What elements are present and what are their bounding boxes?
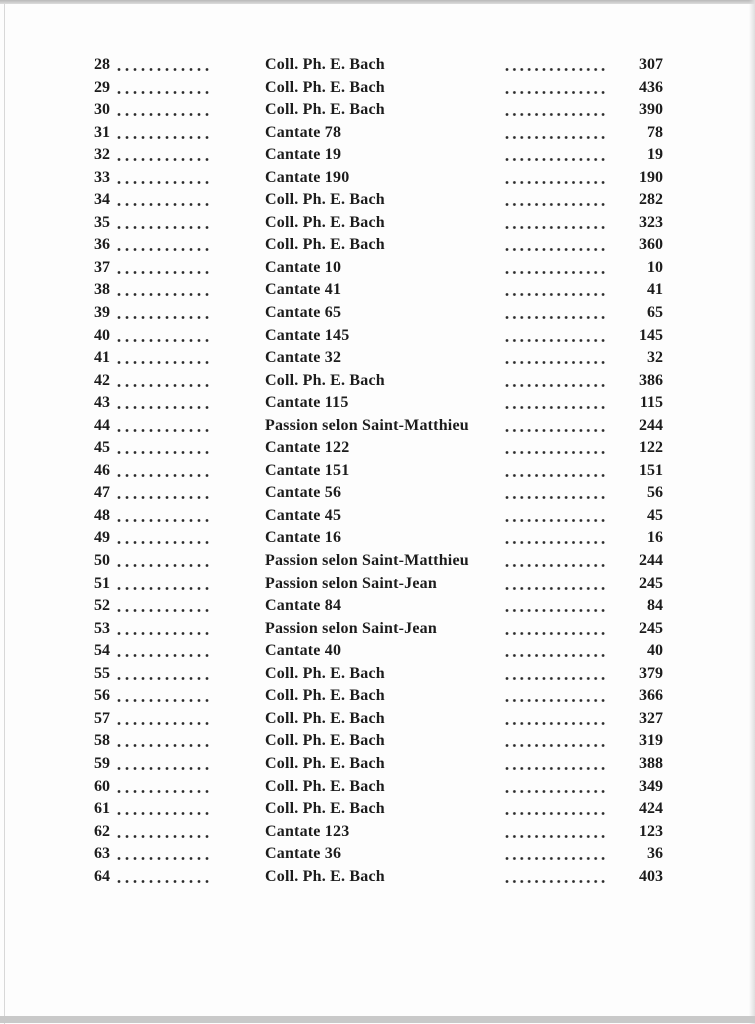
toc-row: [0, 730, 755, 753]
entry-title: Coll. Ph. E. Bach: [265, 371, 385, 389]
dot-leader: [117, 144, 211, 167]
entry-number: 61: [94, 800, 110, 818]
entry-page-number: 78: [647, 123, 663, 141]
dot-leader: [117, 573, 211, 596]
toc-row: [0, 234, 755, 257]
entry-page-number: 16: [647, 529, 663, 547]
dot-leader: [117, 640, 211, 663]
entry-page-number: 19: [647, 146, 663, 164]
dot-leader: [117, 685, 211, 708]
dot-leader: [117, 302, 211, 325]
toc-row: [0, 144, 755, 167]
dot-leader: [505, 99, 608, 122]
entry-page-number: 366: [639, 687, 663, 705]
entry-number: 57: [94, 709, 110, 727]
dot-leader: [505, 325, 608, 348]
toc-row: [0, 821, 755, 844]
dot-leader: [117, 279, 211, 302]
entry-number: 64: [94, 867, 110, 885]
toc-row: [0, 753, 755, 776]
toc-row: [0, 663, 755, 686]
toc-row: [0, 618, 755, 641]
dot-leader: [117, 167, 211, 190]
entry-page-number: 360: [639, 236, 663, 254]
entry-page-number: 45: [647, 506, 663, 524]
entry-number: 30: [94, 101, 110, 119]
entry-number: 52: [94, 597, 110, 615]
entry-title: Coll. Ph. E. Bach: [265, 732, 385, 750]
entry-page-number: 323: [639, 213, 663, 231]
entry-number: 31: [94, 123, 110, 141]
toc-row: [0, 640, 755, 663]
entry-title: Cantate 19: [265, 146, 342, 164]
toc-row: [0, 573, 755, 596]
dot-leader: [117, 550, 211, 573]
entry-title: Coll. Ph. E. Bach: [265, 687, 385, 705]
entry-title: Coll. Ph. E. Bach: [265, 56, 385, 73]
dot-leader: [505, 437, 608, 460]
entry-page-number: 379: [639, 664, 663, 682]
dot-leader: [505, 302, 608, 325]
dot-leader: [505, 730, 608, 753]
toc-row: [0, 347, 755, 370]
entry-page-number: 436: [639, 78, 663, 96]
toc-row: [0, 415, 755, 438]
toc-row: [0, 505, 755, 528]
dot-leader: [117, 325, 211, 348]
dot-leader: [505, 54, 608, 77]
toc-row: [0, 167, 755, 190]
entry-page-number: 65: [647, 304, 663, 322]
dot-leader: [505, 550, 608, 573]
entry-title: Coll. Ph. E. Bach: [265, 777, 385, 795]
dot-leader: [505, 798, 608, 821]
entry-page-number: 10: [647, 258, 663, 276]
dot-leader: [505, 595, 608, 618]
dot-leader: [117, 866, 211, 889]
entry-title: Coll. Ph. E. Bach: [265, 867, 385, 885]
entry-title: Cantate 123: [265, 822, 350, 840]
toc-row: [0, 550, 755, 573]
dot-leader: [505, 460, 608, 483]
entry-number: 59: [94, 754, 110, 772]
dot-leader: [505, 866, 608, 889]
dot-leader: [505, 347, 608, 370]
entry-page-number: 403: [639, 867, 663, 885]
entry-title: Cantate 122: [265, 439, 350, 457]
dot-leader: [505, 370, 608, 393]
entry-number: 29: [94, 78, 110, 96]
entry-number: 54: [94, 642, 110, 660]
dot-leader: [505, 685, 608, 708]
entry-page-number: 40: [647, 642, 663, 660]
entry-page-number: 388: [639, 754, 663, 772]
dot-leader: [117, 595, 211, 618]
entry-title: Coll. Ph. E. Bach: [265, 709, 385, 727]
dot-leader: [117, 189, 211, 212]
entry-title: Cantate 151: [265, 461, 350, 479]
entry-number: 53: [94, 619, 110, 637]
dot-leader: [117, 54, 211, 77]
entry-page-number: 84: [647, 597, 663, 615]
entry-title: Cantate 78: [265, 123, 342, 141]
dot-leader: [117, 212, 211, 235]
entry-title: Cantate 115: [265, 394, 349, 412]
entry-number: 60: [94, 777, 110, 795]
toc-row: [0, 482, 755, 505]
entry-title: Cantate 10: [265, 258, 342, 276]
dot-leader: [505, 753, 608, 776]
dot-leader: [117, 77, 211, 100]
entry-number: 63: [94, 845, 110, 863]
toc-row: [0, 685, 755, 708]
entry-page-number: 319: [639, 732, 663, 750]
entry-number: 43: [94, 394, 110, 412]
toc-row: [0, 122, 755, 145]
entry-number: 62: [94, 822, 110, 840]
entry-number: 40: [94, 326, 110, 344]
dot-leader: [505, 144, 608, 167]
entry-title: Coll. Ph. E. Bach: [265, 101, 385, 119]
entry-number: 51: [94, 574, 110, 592]
toc-row: [0, 708, 755, 731]
entry-title: Passion selon Saint-Matthieu: [265, 552, 469, 570]
entry-page-number: 349: [639, 777, 663, 795]
dot-leader: [505, 234, 608, 257]
dot-leader: [117, 99, 211, 122]
dot-leader: [117, 437, 211, 460]
toc-row: [0, 212, 755, 235]
entry-title: Passion selon Saint-Jean: [265, 574, 437, 592]
entry-page-number: 282: [639, 191, 663, 209]
entry-title: Cantate 65: [265, 304, 342, 322]
dot-leader: [505, 482, 608, 505]
entry-page-number: 424: [639, 800, 663, 818]
entry-number: 38: [94, 281, 110, 299]
entry-title: Coll. Ph. E. Bach: [265, 236, 385, 254]
entry-number: 39: [94, 304, 110, 322]
entry-page-number: 190: [639, 168, 663, 186]
dot-leader: [117, 415, 211, 438]
entry-title: Cantate 41: [265, 281, 342, 299]
entry-title: Coll. Ph. E. Bach: [265, 800, 385, 818]
toc-row: [0, 843, 755, 866]
entry-number: 32: [94, 146, 110, 164]
toc-row: [0, 866, 755, 889]
toc-row: [0, 54, 755, 77]
entry-number: 56: [94, 687, 110, 705]
toc-list: [0, 54, 755, 888]
entry-title: Cantate 32: [265, 349, 342, 367]
dot-leader: [117, 257, 211, 280]
entry-page-number: 307: [639, 56, 663, 73]
entry-page-number: 244: [639, 552, 663, 570]
entry-title: Passion selon Saint-Jean: [265, 619, 437, 637]
toc-row: [0, 189, 755, 212]
dot-leader: [117, 663, 211, 686]
entry-title: Coll. Ph. E. Bach: [265, 191, 385, 209]
toc-row: [0, 302, 755, 325]
dot-leader: [117, 460, 211, 483]
dot-leader: [117, 798, 211, 821]
entry-title: Cantate 40: [265, 642, 342, 660]
dot-leader: [117, 708, 211, 731]
dot-leader: [505, 821, 608, 844]
entry-number: 34: [94, 191, 110, 209]
toc-row: [0, 279, 755, 302]
dot-leader: [117, 505, 211, 528]
dot-leader: [117, 392, 211, 415]
entry-number: 41: [94, 349, 110, 367]
dot-leader: [505, 708, 608, 731]
toc-row: [0, 460, 755, 483]
entry-title: Cantate 56: [265, 484, 342, 502]
dot-leader: [505, 392, 608, 415]
toc-row: [0, 437, 755, 460]
dot-leader: [505, 77, 608, 100]
entry-number: 47: [94, 484, 110, 502]
entry-page-number: 390: [639, 101, 663, 119]
dot-leader: [117, 234, 211, 257]
dot-leader: [117, 730, 211, 753]
toc-row: [0, 370, 755, 393]
entry-title: Passion selon Saint-Matthieu: [265, 416, 469, 434]
dot-leader: [505, 279, 608, 302]
dot-leader: [505, 573, 608, 596]
dot-leader: [117, 482, 211, 505]
entry-number: 36: [94, 236, 110, 254]
entry-number: 46: [94, 461, 110, 479]
entry-number: 35: [94, 213, 110, 231]
entry-page-number: 123: [639, 822, 663, 840]
dot-leader: [505, 167, 608, 190]
entry-page-number: 245: [639, 619, 663, 637]
entry-title: Cantate 16: [265, 529, 342, 547]
dot-leader: [505, 640, 608, 663]
entry-page-number: 386: [639, 371, 663, 389]
toc-row: [0, 392, 755, 415]
entry-number: 45: [94, 439, 110, 457]
entry-page-number: 36: [647, 845, 663, 863]
entry-number: 28: [94, 56, 110, 73]
entry-number: 44: [94, 416, 110, 434]
dot-leader: [117, 347, 211, 370]
dot-leader: [505, 527, 608, 550]
entry-page-number: 151: [639, 461, 663, 479]
dot-leader: [505, 843, 608, 866]
dot-leader: [505, 189, 608, 212]
entry-page-number: 244: [639, 416, 663, 434]
entry-title: Coll. Ph. E. Bach: [265, 754, 385, 772]
entry-page-number: 32: [647, 349, 663, 367]
toc-row: [0, 527, 755, 550]
entry-title: Cantate 84: [265, 597, 342, 615]
toc-row: [0, 776, 755, 799]
entry-page-number: 122: [639, 439, 663, 457]
entry-number: 58: [94, 732, 110, 750]
dot-leader: [117, 843, 211, 866]
entry-number: 49: [94, 529, 110, 547]
entry-title: Cantate 145: [265, 326, 350, 344]
toc-row: [0, 798, 755, 821]
dot-leader: [117, 527, 211, 550]
entry-title: Cantate 190: [265, 168, 350, 186]
dot-leader: [117, 821, 211, 844]
dot-leader: [505, 122, 608, 145]
entry-page-number: 327: [639, 709, 663, 727]
entry-page-number: 41: [647, 281, 663, 299]
dot-leader: [505, 505, 608, 528]
entry-title: Coll. Ph. E. Bach: [265, 664, 385, 682]
dot-leader: [505, 663, 608, 686]
dot-leader: [505, 776, 608, 799]
toc-row: [0, 77, 755, 100]
toc-row: [0, 257, 755, 280]
entry-title: Coll. Ph. E. Bach: [265, 78, 385, 96]
entry-title: Coll. Ph. E. Bach: [265, 213, 385, 231]
toc-row: [0, 325, 755, 348]
entry-title: Cantate 45: [265, 506, 342, 524]
entry-number: 55: [94, 664, 110, 682]
dot-leader: [117, 370, 211, 393]
toc-row: [0, 99, 755, 122]
entry-page-number: 56: [647, 484, 663, 502]
scan-edge-top: [0, 0, 755, 4]
toc-row: [0, 595, 755, 618]
entry-number: 37: [94, 258, 110, 276]
entry-number: 42: [94, 371, 110, 389]
entry-number: 50: [94, 552, 110, 570]
dot-leader: [117, 776, 211, 799]
dot-leader: [505, 618, 608, 641]
entry-number: 48: [94, 506, 110, 524]
dot-leader: [505, 212, 608, 235]
dot-leader: [117, 753, 211, 776]
dot-leader: [117, 618, 211, 641]
entry-page-number: 245: [639, 574, 663, 592]
dot-leader: [505, 415, 608, 438]
entry-number: 33: [94, 168, 110, 186]
entry-page-number: 115: [639, 394, 663, 412]
dot-leader: [505, 257, 608, 280]
entry-title: Cantate 36: [265, 845, 342, 863]
scan-edge-bottom: [0, 1016, 755, 1023]
entry-page-number: 145: [639, 326, 663, 344]
dot-leader: [117, 122, 211, 145]
